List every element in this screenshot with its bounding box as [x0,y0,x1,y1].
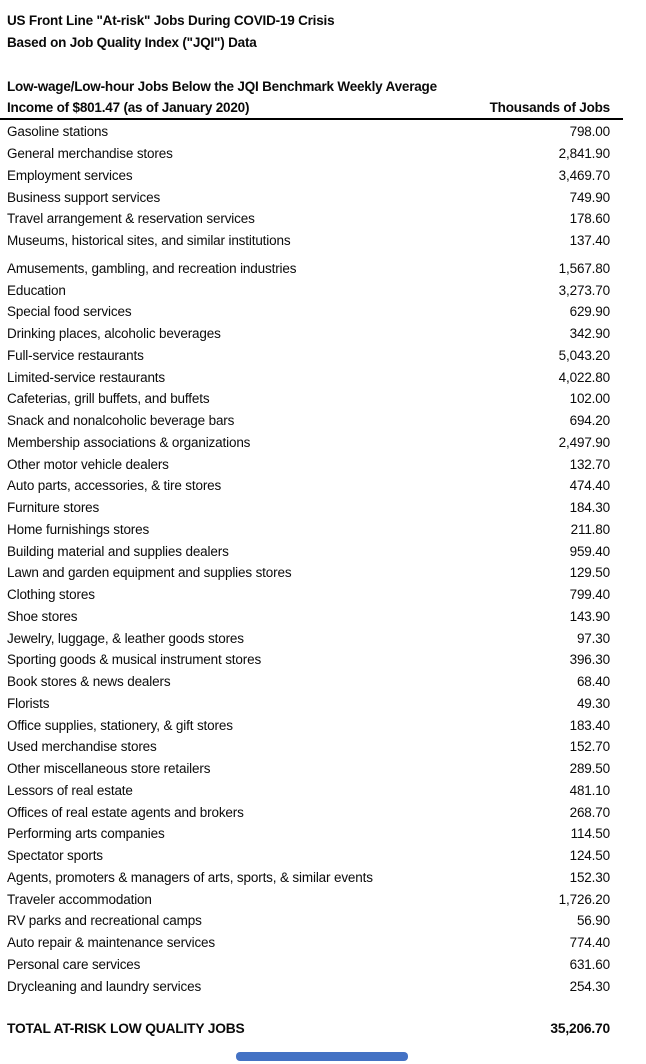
table-row [0,649,646,671]
row-label: Clothing stores [7,587,95,603]
total-value: 35,206.70 [550,1020,610,1036]
row-label: Auto parts, accessories, & tire stores [7,478,222,494]
row-value: 97.30 [576,630,610,646]
table-row [0,388,646,410]
row-label: Drinking places, alcoholic beverages [7,326,221,342]
table-row [0,121,646,143]
row-value: 56.90 [576,913,610,929]
table-row [0,975,646,997]
row-value: 3,469.70 [558,167,610,183]
row-value: 49.30 [576,695,610,711]
table-row [0,693,646,715]
row-label: RV parks and recreational camps [7,913,202,929]
row-label: Cafeterias, grill buffets, and buffets [7,391,210,407]
row-label: Business support services [7,189,161,205]
row-label: Agents, promoters & managers of arts, sports, & similar events [7,869,373,885]
table-row [0,867,646,889]
row-label: Special food services [7,304,132,320]
table-row [0,954,646,976]
row-value: 132.70 [569,456,610,472]
table-row [0,910,646,932]
title-line-1: US Front Line "At-risk" Jobs During COVID-19 Crisis [7,13,335,28]
row-value: 481.10 [569,782,610,798]
table-row [0,845,646,867]
row-value: 184.30 [569,500,610,516]
row-label: Furniture stores [7,500,100,516]
row-label: Personal care services [7,956,141,972]
row-value: 68.40 [576,674,610,690]
table-header [0,76,646,120]
total-row [0,1017,646,1039]
value-column-header: Thousands of Jobs [489,100,610,115]
row-value: 774.40 [569,935,610,951]
row-value: 5,043.20 [558,347,610,363]
table-row [0,366,646,388]
row-value: 178.60 [569,211,610,227]
row-value: 102.00 [569,391,610,407]
row-label: Building material and supplies dealers [7,543,229,559]
table-row [0,497,646,519]
row-value: 631.60 [569,956,610,972]
table-row [0,540,646,562]
row-value: 474.40 [569,478,610,494]
row-label: Offices of real estate agents and brokers [7,804,244,820]
row-value: 629.90 [569,304,610,320]
row-value: 396.30 [569,652,610,668]
table-row [0,410,646,432]
table-row [0,186,646,208]
row-value: 137.40 [569,233,610,249]
row-label: Membership associations & organizations [7,434,251,450]
row-value: 798.00 [569,124,610,140]
scrollbar-thumb[interactable] [236,1052,408,1061]
row-label: Home furnishings stores [7,521,150,537]
row-label: Museums, historical sites, and similar institutions [7,233,291,249]
total-label: TOTAL AT-RISK LOW QUALITY JOBS [7,1020,245,1036]
row-value: 342.90 [569,326,610,342]
row-value: 183.40 [569,717,610,733]
table-row [0,519,646,541]
row-label: Florists [7,695,50,711]
table-row [0,258,646,280]
table-row [0,823,646,845]
row-label: Travel arrangement & reservation services [7,211,255,227]
title-line-2: Based on Job Quality Index ("JQI") Data [7,35,257,50]
table-header-line-2 [0,97,646,118]
row-label: Traveler accommodation [7,891,152,907]
row-value: 129.50 [569,565,610,581]
row-label: Office supplies, stationery, & gift stores [7,717,233,733]
table-row [0,279,646,301]
jobs-table [0,120,646,997]
row-label: Snack and nonalcoholic beverage bars [7,413,235,429]
row-label: Amusements, gambling, and recreation industries [7,260,297,276]
row-value: 268.70 [569,804,610,820]
table-row [0,143,646,165]
row-value: 114.50 [570,826,610,842]
table-row [0,627,646,649]
table-row [0,780,646,802]
row-label: Used merchandise stores [7,739,157,755]
row-value: 211.80 [570,521,610,537]
income-benchmark-label: Income of $801.47 (as of January 2020) [7,100,250,115]
table-row [0,606,646,628]
row-value: 1,567.80 [558,260,610,276]
table-row [0,230,646,252]
row-value: 3,273.70 [558,282,610,298]
row-value: 254.30 [569,978,610,994]
row-value: 4,022.80 [558,369,610,385]
row-value: 1,726.20 [558,891,610,907]
row-label: Education [7,282,66,298]
row-label: Book stores & news dealers [7,674,171,690]
row-label: Spectator sports [7,848,103,864]
row-value: 2,497.90 [558,434,610,450]
table-row [0,888,646,910]
table-row [0,714,646,736]
row-value: 749.90 [569,189,610,205]
row-label: Other motor vehicle dealers [7,456,169,472]
row-value: 959.40 [569,543,610,559]
row-label: Lessors of real estate [7,782,133,798]
row-value: 799.40 [569,587,610,603]
table-row [0,801,646,823]
row-label: Jewelry, luggage, & leather goods stores [7,630,244,646]
table-row [0,584,646,606]
table-row [0,165,646,187]
row-label: Employment services [7,167,133,183]
row-label: Lawn and garden equipment and supplies stores [7,565,292,581]
row-value: 152.70 [569,739,610,755]
row-label: Shoe stores [7,608,78,624]
table-row [0,301,646,323]
table-row [0,562,646,584]
document-title [0,0,646,54]
table-row [0,345,646,367]
row-value: 152.30 [569,869,610,885]
table-row [0,323,646,345]
row-value: 694.20 [569,413,610,429]
row-label: Full-service restaurants [7,347,144,363]
table-row [0,432,646,454]
table-row [0,758,646,780]
row-label: Sporting goods & musical instrument stores [7,652,262,668]
row-label: General merchandise stores [7,146,173,162]
table-row [0,736,646,758]
table-row [0,475,646,497]
row-label: Gasoline stations [7,124,109,140]
row-label: Other miscellaneous store retailers [7,761,211,777]
row-label: Auto repair & maintenance services [7,935,216,951]
row-value: 143.90 [569,608,610,624]
row-value: 124.50 [569,848,610,864]
row-value: 2,841.90 [558,146,610,162]
table-row [0,932,646,954]
table-header-line-1: Low-wage/Low-hour Jobs Below the JQI Benchmark Weekly Average [7,79,437,94]
row-label: Performing arts companies [7,826,165,842]
row-value: 289.50 [569,761,610,777]
row-label: Limited-service restaurants [7,369,166,385]
row-label: Drycleaning and laundry services [7,978,202,994]
table-row [0,208,646,230]
table-row [0,671,646,693]
table-row [0,453,646,475]
